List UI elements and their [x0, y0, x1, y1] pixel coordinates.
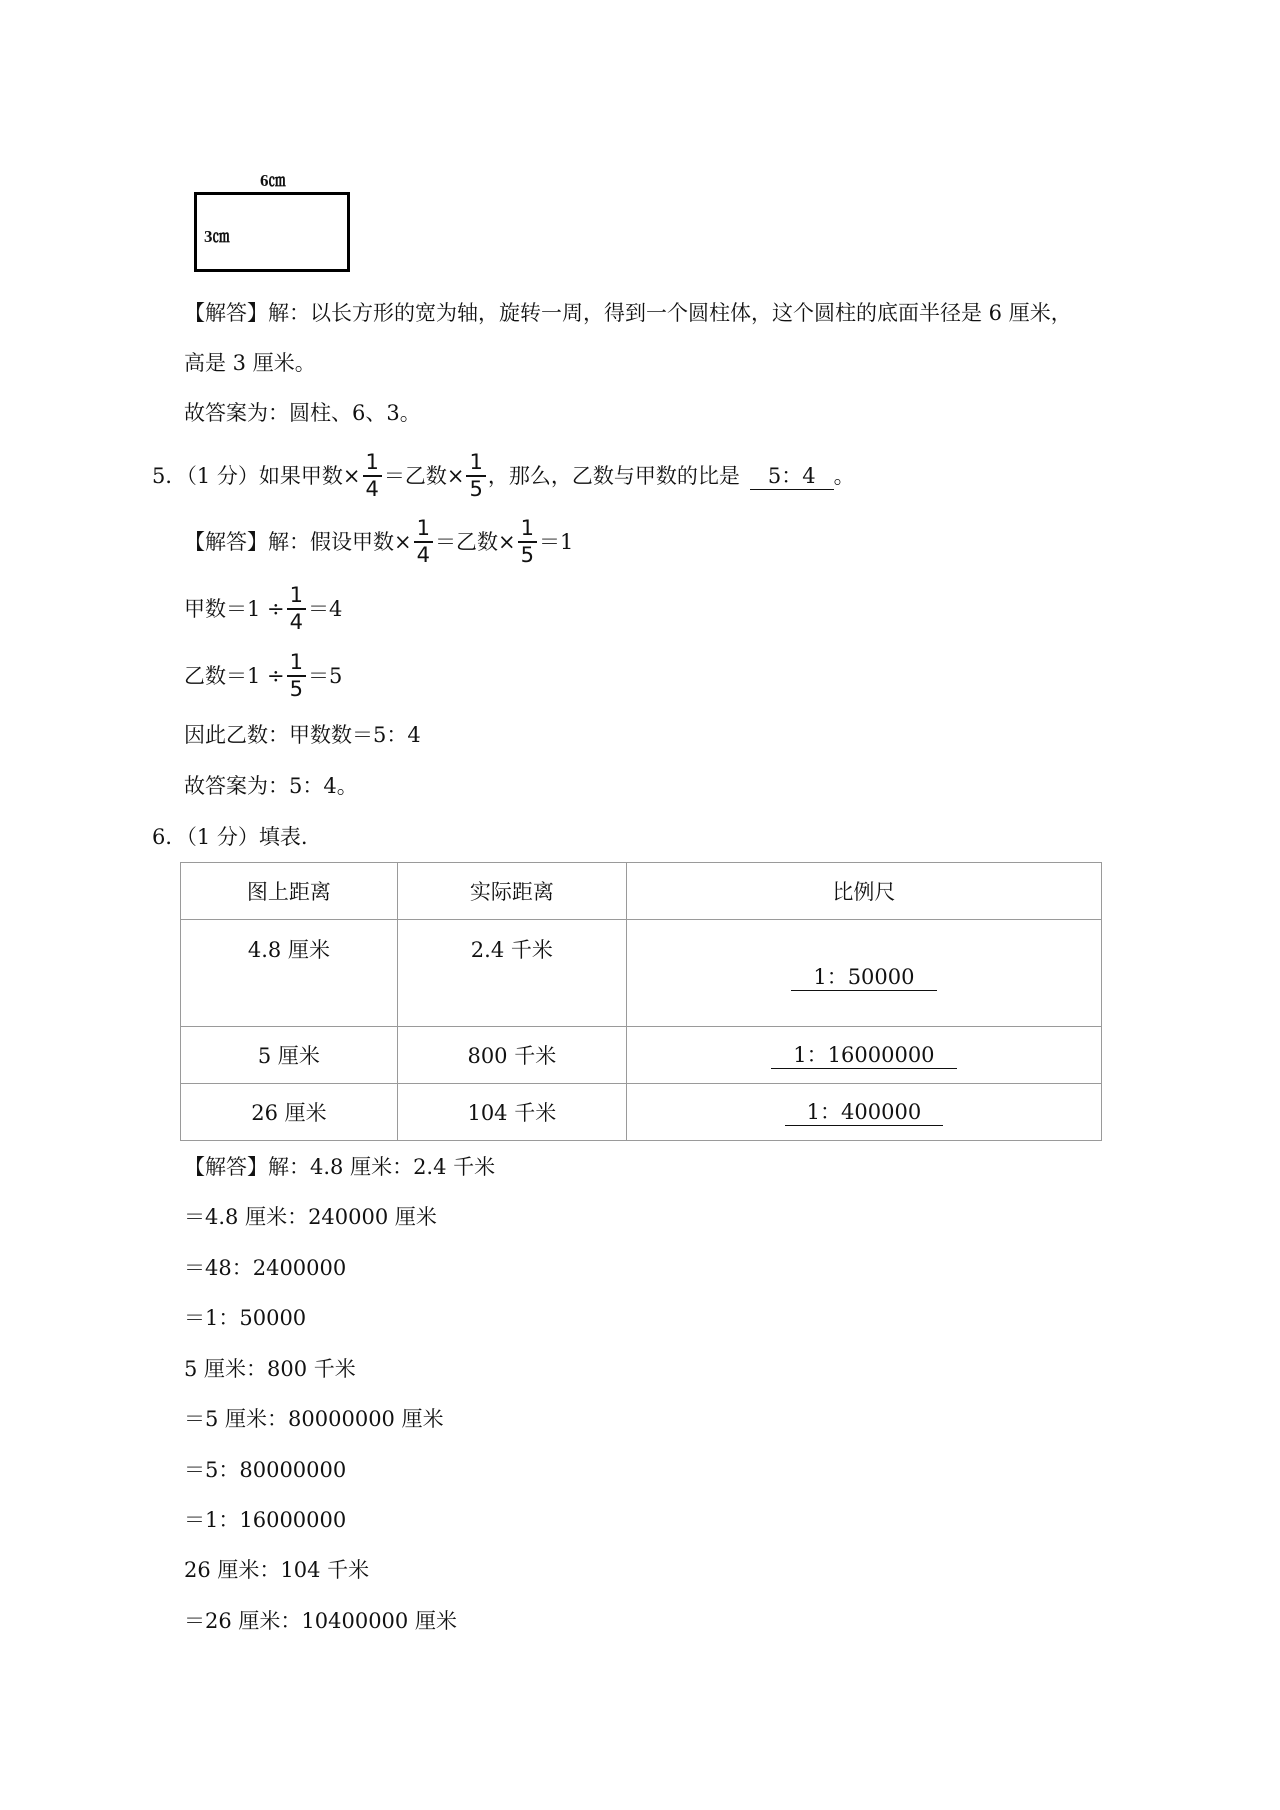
q5-ratio-line: 因此乙数：甲数数＝5：4 [184, 723, 421, 747]
q4-conclusion: 故答案为：圆柱、6、3。 [184, 401, 421, 425]
q5-yi-prefix: 乙数＝1 ÷ [184, 664, 285, 688]
q5-fraction-b [466, 452, 485, 500]
q5-fraction-a-den: 4 [363, 475, 382, 500]
q5-yi-fraction-den: 5 [287, 675, 306, 700]
q5-answer-eq: ＝乙数× [434, 530, 516, 554]
rectangle-figure [194, 166, 356, 276]
figure-width-label: 6㎝ [260, 171, 286, 190]
table-cell [397, 920, 626, 1027]
q5-jia-fraction [287, 585, 306, 633]
q6-step: ＝5 厘米：80000000 厘米 [184, 1407, 444, 1431]
table-cell-text: 4.8 厘米 [247, 938, 330, 962]
scale-table [180, 862, 1102, 1141]
q5-prefix: 5．（1 分）如果甲数× [152, 464, 361, 488]
q5-yi-fraction-num: 1 [289, 650, 304, 674]
q5-mid: ，那么，乙数与甲数的比是 [487, 464, 740, 488]
table-cell [626, 1027, 1101, 1084]
q5-eq: ＝乙数× [383, 464, 465, 488]
q5-suffix: 。 [833, 464, 855, 488]
q5-answer-fraction-a [414, 518, 433, 566]
q6-step: ＝4.8 厘米：240000 厘米 [184, 1205, 437, 1229]
q5-fraction-b-den: 5 [466, 475, 485, 500]
table-header-cell: 图上距离 [181, 863, 398, 920]
q4-answer-line-2: 高是 3 厘米。 [184, 351, 316, 375]
q5-jia-tail: ＝4 [308, 597, 343, 621]
q5-fraction-a-num: 1 [365, 450, 379, 474]
q5-fraction-a [363, 452, 382, 500]
table-cell: 26 厘米 [181, 1084, 398, 1141]
q6-step: 5 厘米：800 千米 [184, 1357, 356, 1381]
table-row [181, 920, 1102, 1027]
q6-step: ＝48：2400000 [184, 1256, 347, 1280]
scale-answer-blank: 1：16000000 [771, 1042, 956, 1069]
table-cell: 5 厘米 [181, 1027, 398, 1084]
q6-step: 26 厘米：104 千米 [184, 1558, 370, 1582]
q5-answer-fraction-a-den: 4 [414, 541, 433, 566]
q5-answer-fraction-b-num: 1 [520, 516, 534, 540]
table-header-cell: 比例尺 [626, 863, 1101, 920]
table-cell [181, 920, 398, 1027]
q5-conclusion: 故答案为：5：4。 [184, 774, 358, 798]
q5-jia-fraction-num: 1 [289, 583, 304, 607]
table-cell: 800 千米 [397, 1027, 626, 1084]
q5-question [152, 452, 855, 500]
q6-step: ＝26 厘米：10400000 厘米 [184, 1609, 457, 1633]
table-cell-text: 2.4 千米 [470, 938, 553, 962]
q6-step: ＝5：80000000 [184, 1458, 347, 1482]
q5-jia-prefix: 甲数＝1 ÷ [184, 597, 285, 621]
q5-answer-fraction-b-den: 5 [518, 541, 537, 566]
scale-answer-blank: 1：400000 [785, 1099, 944, 1126]
scale-answer-blank: 1：50000 [791, 964, 936, 991]
q5-answer-line [184, 518, 573, 566]
q5-yi-line [184, 652, 342, 700]
table-row [181, 1084, 1102, 1141]
table-cell [626, 1084, 1101, 1141]
table-header-cell: 实际距离 [397, 863, 626, 920]
q5-answer-blank: 5：4 [750, 463, 834, 490]
q5-fraction-b-num: 1 [469, 450, 483, 474]
q5-jia-fraction-den: 4 [287, 608, 306, 633]
q5-answer-fraction-a-num: 1 [416, 516, 430, 540]
q5-yi-tail: ＝5 [308, 664, 343, 688]
q5-answer-prefix: 【解答】解：假设甲数× [184, 530, 412, 554]
figure-height-label: 3㎝ [204, 227, 230, 246]
q5-answer-tail: ＝1 [538, 530, 574, 554]
q6-title: 6．（1 分）填表. [152, 825, 308, 849]
table-cell [626, 920, 1101, 1027]
q6-step: 【解答】解：4.8 厘米：2.4 千米 [184, 1155, 496, 1179]
table-header-row [181, 863, 1102, 920]
q6-step: ＝1：16000000 [184, 1508, 347, 1532]
table-cell: 104 千米 [397, 1084, 626, 1141]
q4-answer-line-1: 【解答】解：以长方形的宽为轴，旋转一周，得到一个圆柱体，这个圆柱的底面半径是 6 厘米， [184, 301, 1072, 325]
q5-answer-fraction-b [518, 518, 537, 566]
q6-step: ＝1：50000 [184, 1306, 307, 1330]
q5-jia-line [184, 585, 342, 633]
table-row [181, 1027, 1102, 1084]
q5-yi-fraction [287, 652, 306, 700]
